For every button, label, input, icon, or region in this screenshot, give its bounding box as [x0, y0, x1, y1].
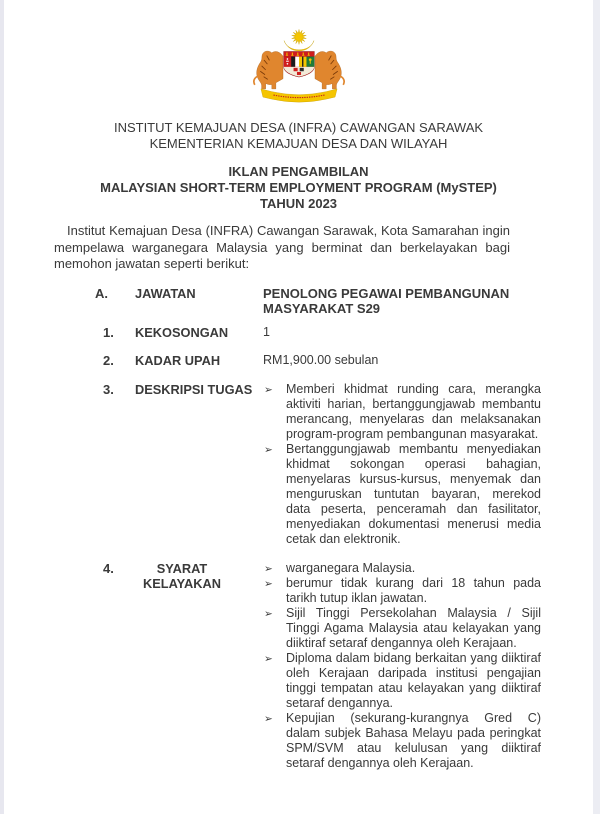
arrow-bullet-icon: ➢: [264, 443, 273, 456]
advert-title: [4, 164, 593, 212]
row-index: 3.: [103, 381, 114, 397]
table-row-kadar-upah: [95, 353, 541, 369]
organisation-header: [4, 120, 593, 152]
row-label: JAWATAN: [135, 285, 196, 301]
org-line-1: INSTITUT KEMAJUAN DESA (INFRA) CAWANGAN SARAWAK: [113, 120, 484, 135]
requirement-item: [263, 606, 541, 651]
task-list: [263, 382, 541, 547]
requirement-item: [263, 711, 541, 771]
row-value: RM1,900.00 sebulan: [263, 353, 379, 367]
requirement-text: berumur tidak kurang dari 18 tahun pada tarikh tutup iklan jawatan.: [286, 575, 541, 605]
requirement-item: [263, 561, 541, 576]
details-table: [95, 286, 541, 771]
task-text: Bertanggungjawab membantu menyediakan khidmat sokongan operasi bahagian, menyelaras kursus-kursus, menyemak dan menguruskan tuntutan bayaran, merekod data peserta, penceramah dan fasilitator, menyediakan dokumentasi menerusi media cetak dan elektronik.: [286, 441, 541, 546]
arrow-bullet-icon: ➢: [264, 383, 273, 396]
title-line-3: TAHUN 2023: [259, 196, 338, 211]
requirement-text: warganegara Malaysia.: [286, 560, 416, 575]
row-index: 4.: [103, 560, 114, 576]
arrow-bullet-icon: ➢: [264, 607, 273, 620]
table-row-deskripsi-tugas: [95, 382, 541, 547]
org-line-2: KEMENTERIAN KEMAJUAN DESA DAN WILAYAH: [149, 136, 448, 151]
title-line-1: IKLAN PENGAMBILAN: [228, 164, 369, 179]
table-row-syarat-kelayakan: [95, 561, 541, 771]
arrow-bullet-icon: ➢: [264, 652, 273, 665]
row-value: 1: [263, 324, 270, 339]
requirement-text: Sijil Tinggi Persekolahan Malaysia / Sijil Tinggi Agama Malaysia atau kelayakan yang diiktiraf setaraf dengannya oleh Kerajaan.: [286, 605, 541, 650]
row-label: KEKOSONGAN: [135, 324, 229, 340]
task-item: [263, 442, 541, 547]
intro-paragraph: Institut Kemajuan Desa (INFRA) Cawangan Sarawak, Kota Samarahan ingin mempelawa warganegara Malaysia yang berminat dan berkelayakan bagi memohon jawatan seperti berikut:: [54, 223, 510, 271]
title-line-2: MALAYSIAN SHORT-TERM EMPLOYMENT PROGRAM (MySTEP): [100, 180, 497, 195]
requirement-text: Diploma dalam bidang berkaitan yang diiktiraf oleh Kerajaan daripada institusi pengajian tinggi tempatan atau kelayakan yang diiktiraf setaraf dengannya.: [286, 650, 541, 710]
coat-of-arms-icon: [248, 25, 350, 110]
row-label: DESKRIPSI TUGAS: [135, 381, 253, 397]
row-label: KADAR UPAH: [135, 353, 221, 368]
row-value: PENOLONG PEGAWAI PEMBANGUNAN MASYARAKAT S29: [263, 285, 510, 316]
task-text: Memberi khidmat runding cara, merangka aktiviti harian, bertanggungjawab membantu merancang, menyelaras dan melaksanakan program-program pembangunan masyarakat.: [286, 381, 541, 441]
row-label: SYARAT KELAYAKAN: [143, 560, 221, 591]
requirement-item: [263, 651, 541, 711]
requirement-list: [263, 561, 541, 771]
arrow-bullet-icon: ➢: [264, 562, 273, 575]
task-item: [263, 382, 541, 442]
row-index: 1.: [103, 324, 114, 340]
table-row-jawatan: [95, 286, 541, 317]
table-row-kekosongan: [95, 325, 541, 341]
requirement-item: [263, 576, 541, 606]
arrow-bullet-icon: ➢: [264, 577, 273, 590]
requirement-text: Kepujian (sekurang-kurangnya Gred C) dalam subjek Bahasa Melayu pada peringkat SPM/SVM atau kelulusan yang diiktiraf setaraf dengannya oleh Kerajaan.: [286, 710, 541, 770]
arrow-bullet-icon: ➢: [264, 712, 273, 725]
row-index: 2.: [103, 353, 114, 368]
row-index: A.: [95, 285, 108, 301]
